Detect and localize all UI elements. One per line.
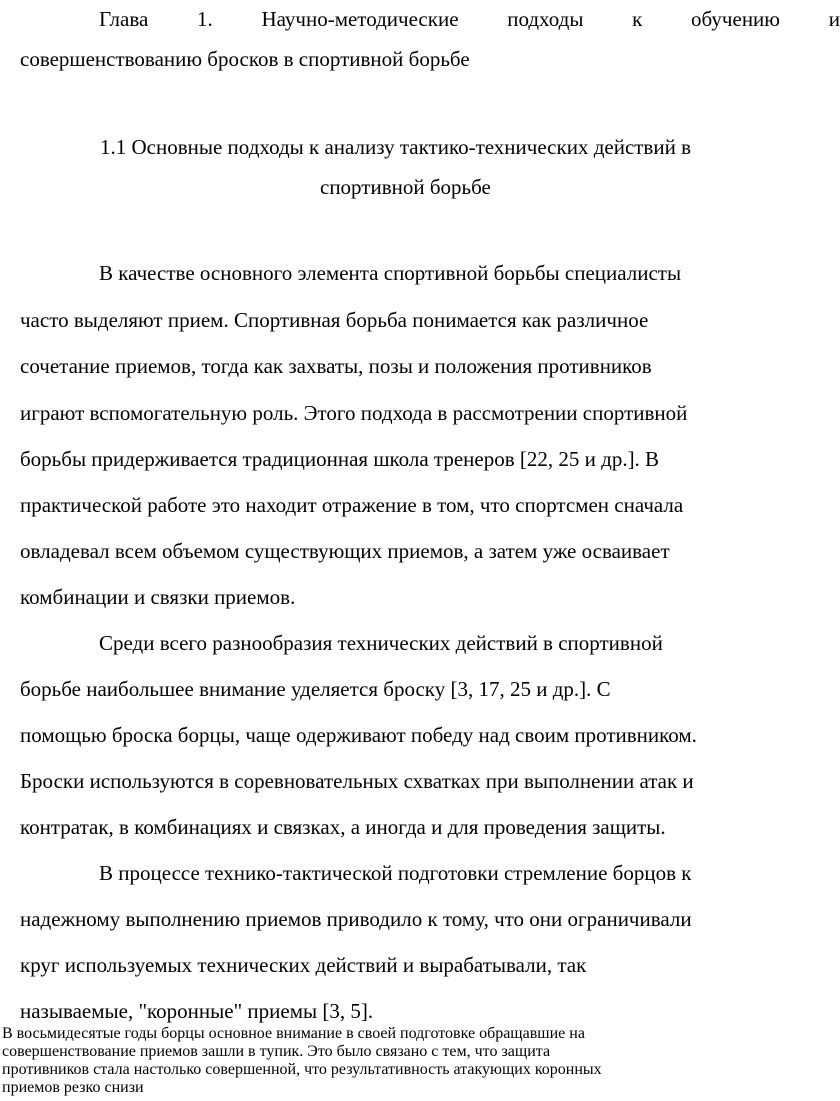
paragraph-1-line: часто выделяют прием. Спортивная борьба понимается как различное xyxy=(20,308,649,332)
chapter-word: Глава xyxy=(99,7,149,31)
paragraph-1-line: сочетание приемов, тогда как захваты, позы и положения противников xyxy=(20,354,652,378)
note-line: противников стала настолько совершенной, что результативность атакующих коронных xyxy=(2,1061,602,1078)
chapter-word: 1. xyxy=(197,7,213,31)
paragraph-1-line: играют вспомогательную роль. Этого подхода в рассмотрении спортивной xyxy=(20,401,688,425)
paragraph-1-line: практической работе это находит отражение в том, что спортсмен сначала xyxy=(20,493,684,517)
paragraph-1-line: В качестве основного элемента спортивной борьбы специалисты xyxy=(99,261,682,285)
chapter-word: обучению xyxy=(691,7,780,31)
chapter-word: Научно-методические xyxy=(261,7,459,31)
chapter-word: и xyxy=(828,7,840,31)
paragraph-3-line: В процессе технико-тактической подготовки стремление борцов к xyxy=(99,861,692,885)
paragraph-1-line: комбинации и связки приемов. xyxy=(20,585,296,609)
paragraph-2-line: помощью броска борцы, чаще одерживают победу над своим противником. xyxy=(20,723,697,747)
paragraph-3-line: называемые, "коронные" приемы [3, 5]. xyxy=(20,999,374,1023)
paragraph-2-line: Броски используются в соревновательных схватках при выполнении атак и xyxy=(20,769,694,793)
note-line: В восьмидесятые годы борцы основное внимание в своей подготовке обращавшие на xyxy=(2,1025,585,1042)
paragraph-2-line: контратак, в комбинациях и связках, а иногда и для проведения защиты. xyxy=(20,815,666,839)
chapter-word: подходы xyxy=(507,7,584,31)
paragraph-2-line: Среди всего разнообразия технических действий в спортивной xyxy=(99,631,663,655)
note-line: приемов резко снизи xyxy=(2,1079,144,1096)
chapter-title-line-2: совершенствованию бросков в спортивной борьбе xyxy=(20,47,470,71)
section-title-line-1: 1.1 Основные подходы к анализу тактико-технических действий в xyxy=(100,135,691,159)
chapter-word: к xyxy=(632,7,643,31)
paragraph-3-line: надежному выполнению приемов приводило к тому, что они ограничивали xyxy=(20,907,692,931)
paragraph-2-line: борьбе наибольшее внимание уделяется броску [3, 17, 25 и др.]. С xyxy=(20,677,611,701)
paragraph-1-line: овладевал всем объемом существующих приемов, а затем уже осваивает xyxy=(20,539,670,563)
paragraph-1-line: борьбы придерживается традиционная школа тренеров [22, 25 и др.]. В xyxy=(20,447,660,471)
chapter-title-line-1 xyxy=(20,6,840,32)
paragraph-3-line: круг используемых технических действий и вырабатывали, так xyxy=(20,953,587,977)
note-line: совершенствование приемов зашли в тупик. Это было связано с тем, что защита xyxy=(2,1043,551,1060)
section-title-line-2: спортивной борьбе xyxy=(320,175,491,199)
